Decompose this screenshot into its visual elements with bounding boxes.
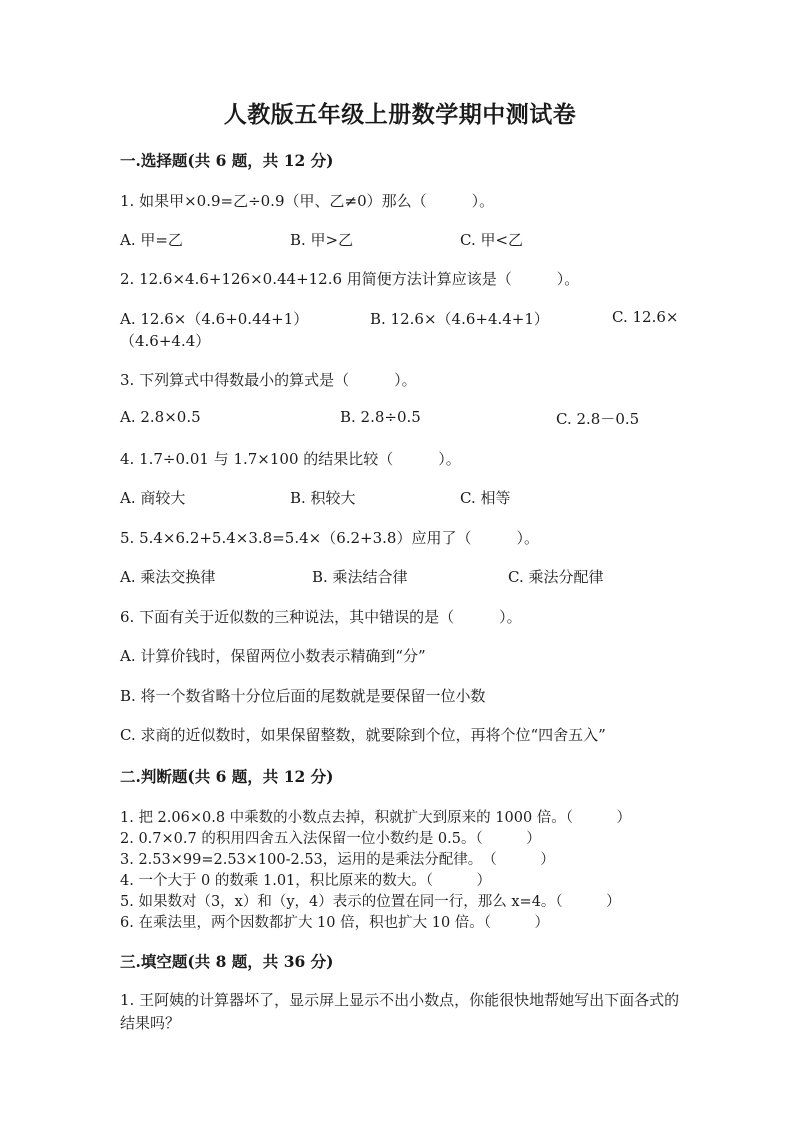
fill-question-1: 1. 王阿姨的计算器坏了，显示屏上显示不出小数点，你能很快地帮她写出下面各式的结果吗？: [120, 991, 680, 1032]
judge-item-1: 1. 把 2.06×0.8 中乘数的小数点去掉，积就扩大到原来的 1000 倍。（ ）: [120, 810, 632, 826]
choice-question-1: 1. 如果甲×0.9=乙÷0.9（甲、乙≠0）那么（ ）。: [120, 192, 495, 210]
choice-5-option-a: A. 乘法交换律: [120, 568, 216, 586]
choice-2-option-b: B. 12.6×（4.6+4.4+1）: [370, 310, 549, 328]
choice-question-2: 2. 12.6×4.6+126×0.44+12.6 用简便方法计算应该是（ ）。: [120, 270, 580, 288]
choice-2-option-a: A. 12.6×（4.6+0.44+1）: [120, 310, 309, 328]
choice-5-option-c: C. 乘法分配律: [508, 568, 604, 586]
choice-5-option-b: B. 乘法结合律: [312, 568, 408, 586]
choice-question-3: 3. 下列算式中得数最小的算式是（ ）。: [120, 371, 417, 389]
choice-2-option-c-cont: （4.6+4.4）: [120, 332, 211, 350]
judge-item-6: 6. 在乘法里，两个因数都扩大 10 倍，积也扩大 10 倍。（ ）: [120, 915, 550, 931]
page-title: 人教版五年级上册数学期中测试卷: [223, 101, 577, 128]
choice-1-option-a: A. 甲=乙: [120, 231, 183, 249]
choice-1-option-c: C. 甲<乙: [460, 231, 524, 249]
judge-item-4: 4. 一个大于 0 的数乘 1.01，积比原来的数大。（ ）: [120, 873, 492, 889]
judge-item-5: 5. 如果数对（3，x）和（y，4）表示的位置在同一行，那么 x=4。（ ）: [120, 894, 621, 910]
choice-4-option-b: B. 积较大: [290, 489, 356, 507]
choice-2-option-c: C. 12.6×: [612, 308, 679, 326]
section-heading-choice: 一.选择题(共 6 题，共 12 分): [120, 151, 334, 170]
choice-3-option-b: B. 2.8÷0.5: [340, 408, 421, 426]
choice-question-6: 6. 下面有关于近似数的三种说法，其中错误的是（ ）。: [120, 608, 522, 626]
section-heading-judge: 二.判断题(共 6 题，共 12 分): [120, 767, 334, 786]
judge-item-3: 3. 2.53×99=2.53×100-2.53，运用的是乘法分配律。 （ ）: [120, 852, 555, 868]
choice-question-4: 4. 1.7÷0.01 与 1.7×100 的结果比较（ ）。: [120, 450, 461, 468]
choice-4-option-a: A. 商较大: [120, 489, 186, 507]
section-heading-fill: 三.填空题(共 8 题，共 36 分): [120, 952, 334, 971]
choice-6-option-b: B. 将一个数省略十分位后面的尾数就是要保留一位小数: [120, 687, 486, 705]
choice-3-option-a: A. 2.8×0.5: [120, 408, 201, 426]
choice-1-option-b: B. 甲>乙: [290, 231, 354, 249]
judge-item-2: 2. 0.7×0.7 的积用四舍五入法保留一位小数约是 0.5。（ ）: [120, 831, 541, 847]
choice-4-option-c: C. 相等: [460, 489, 511, 507]
choice-question-5: 5. 5.4×6.2+5.4×3.8=5.4×（6.2+3.8）应用了（ ）。: [120, 529, 539, 547]
choice-6-option-a: A. 计算价钱时，保留两位小数表示精确到“分”: [120, 647, 426, 665]
choice-3-option-c: C. 2.8－0.5: [556, 410, 640, 428]
choice-6-option-c: C. 求商的近似数时，如果保留整数，就要除到个位，再将个位“四舍五入”: [120, 726, 606, 744]
